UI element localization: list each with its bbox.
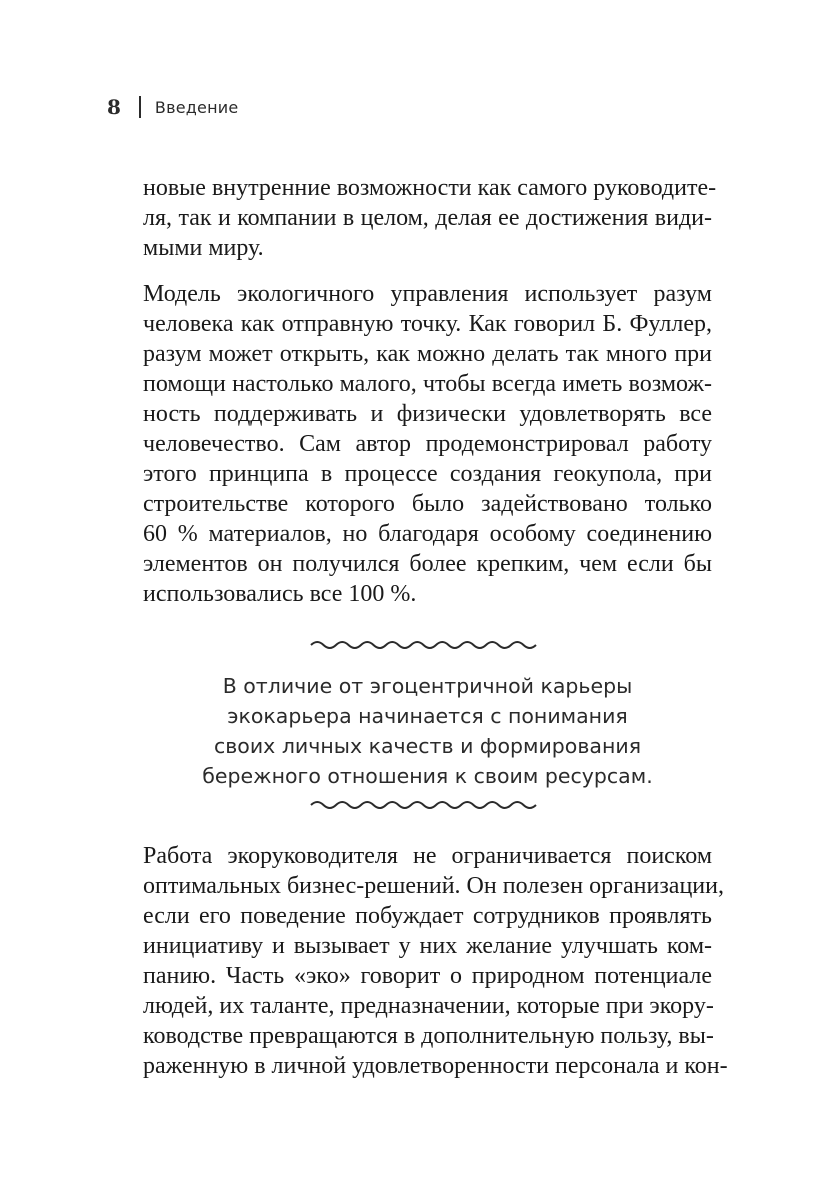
wave-divider-top: [309, 638, 541, 652]
text-line: оптимальных бизнес-решений. Он полезен организации,: [143, 873, 724, 899]
paragraph-1: [143, 173, 717, 263]
text-line: Работа экоруководителя не ограничивается поиском: [143, 843, 712, 869]
text-line: ля, так и компании в целом, делая ее достижения види-: [143, 205, 712, 231]
text-line: элементов он получился более крепким, чем если бы: [143, 551, 712, 577]
text-line: панию. Часть «эко» говорит о природном потенциале: [143, 963, 712, 989]
wave-divider-bottom: [309, 798, 541, 812]
paragraph-2: [143, 279, 712, 609]
header-divider: [139, 96, 141, 118]
section-title: Введение: [154, 97, 239, 117]
text-line: человека как отправную точку. Как говорил Б. Фуллер,: [143, 311, 712, 337]
text-line: если его поведение побуждает сотрудников проявлять: [143, 903, 712, 929]
text-line: использовались все 100 %.: [143, 581, 417, 607]
text-line: человечество. Сам автор продемонстрировал работу: [143, 431, 712, 457]
text-line: новые внутренние возможности как самого руководите-: [143, 175, 717, 201]
text-line: ководстве превращаются в дополнительную пользу, вы-: [143, 1023, 714, 1049]
text-line: инициативу и вызывает у них желание улучшать ком-: [143, 933, 712, 959]
quote-line: своих личных качеств и формирования: [213, 734, 642, 758]
text-line: Модель экологичного управления использует разум: [143, 281, 712, 307]
text-line: 60 % материалов, но благодаря особому соединению: [143, 521, 712, 547]
text-line: разум может открыть, как можно делать так много при: [143, 341, 712, 367]
text-line: раженную в личной удовлетворенности персонала и кон-: [143, 1053, 728, 1079]
text-line: людей, их таланте, предназначении, которые при экору-: [143, 993, 714, 1019]
text-line: помощи настолько малого, чтобы всегда иметь возмож-: [143, 371, 712, 397]
text-line: ность поддерживать и физически удовлетворять все: [143, 401, 712, 427]
text-line: мыми миру.: [143, 235, 264, 261]
quote-line: экокарьера начинается с понимания: [227, 704, 628, 728]
running-header: [107, 94, 238, 120]
quote-line: бережного отношения к своим ресурсам.: [202, 764, 653, 788]
page-number: 8: [107, 95, 121, 119]
pull-quote: [180, 671, 675, 791]
text-line: строительстве которого было задействовано только: [143, 491, 712, 517]
paragraph-3: [143, 841, 728, 1081]
text-line: этого принципа в процессе создания геокупола, при: [143, 461, 712, 487]
quote-line: В отличие от эгоцентричной карьеры: [222, 674, 633, 698]
